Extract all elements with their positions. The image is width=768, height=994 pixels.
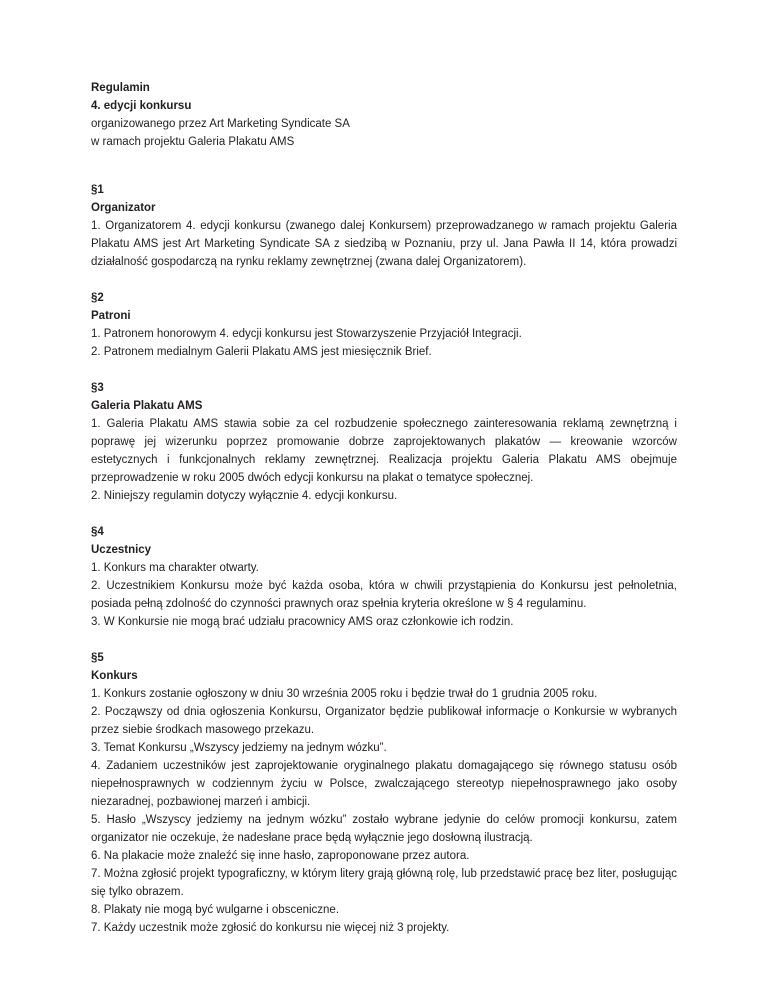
section-paragraph: 1. Organizatorem 4. edycji konkursu (zwanego dalej Konkursem) przeprowadzanego w ramach projektu Galeria Plakatu AMS jest Art Marketing Syndicate SA z siedzibą w Poznaniu, przy ul. Jana Pawła II 14, która prowadzi działalność gospodarczą na rynku reklamy zewnętrznej (zwana dalej Organizatorem). [91,220,677,268]
document-title-edition: 4. edycji konkursu [91,100,192,112]
section-paragraph: 7. Każdy uczestnik może zgłosić do konkursu nie więcej niż 3 projekty. [91,922,450,934]
document-title: Regulamin [91,82,150,94]
section-paragraph: 6. Na plakacie może znaleźć się inne hasło, zaproponowane przez autora. [91,850,470,862]
document-header [91,79,677,151]
document-subtitle-project: w ramach projektu Galeria Plakatu AMS [91,136,295,148]
section-4-uczestnicy [91,523,677,631]
section-title: Patroni [91,310,131,322]
section-title: Uczestnicy [91,544,152,556]
section-number: §2 [91,292,104,304]
section-2-patroni [91,289,677,361]
section-paragraph: 2. Uczestnikiem Konkursu może być każda osoba, która w chwili przystąpienia do Konkursu jest pełnoletnia, posiada pełną zdolność do czynności prawnych oraz spełnia kryteria określone w § 4 regulaminu. [91,580,677,610]
section-paragraph: 1. Galeria Plakatu AMS stawia sobie za cel rozbudzenie społecznego zainteresowania reklamą zewnętrzną i poprawę jej wizerunku poprzez promowanie dobrze zaprojektowanych plakatów — kreowanie wzorców estetycznych i funkcjonalnych reklamy zewnętrznej. Realizacja projektu Galeria Plakatu AMS obejmuje przeprowadzenie w roku 2005 dwóch edycji konkursu na plakat o tematyce społecznej. [91,418,677,484]
document-subtitle-organizer: organizowanego przez Art Marketing Syndicate SA [91,118,350,130]
section-paragraph: 3. W Konkursie nie mogą brać udziału pracownicy AMS oraz członkowie ich rodzin. [91,616,514,628]
section-paragraph: 3. Temat Konkursu „Wszyscy jedziemy na jednym wózku”. [91,742,387,754]
section-paragraph: 2. Począwszy od dnia ogłoszenia Konkursu, Organizator będzie publikował informacje o Konkursie w wybranych przez siebie środkach masowego przekazu. [91,706,677,736]
section-title: Galeria Plakatu AMS [91,400,203,412]
section-5-konkurs [91,649,677,937]
section-1-organizator [91,181,677,271]
section-paragraph: 2. Patronem medialnym Galerii Plakatu AMS jest miesięcznik Brief. [91,346,432,358]
section-paragraph: 1. Patronem honorowym 4. edycji konkursu jest Stowarzyszenie Przyjaciół Integracji. [91,328,522,340]
section-title: Konkurs [91,670,138,682]
section-paragraph: 1. Konkurs zostanie ogłoszony w dniu 30 września 2005 roku i będzie trwał do 1 grudnia 2005 roku. [91,688,598,700]
section-paragraph: 2. Niniejszy regulamin dotyczy wyłącznie 4. edycji konkursu. [91,490,398,502]
section-paragraph: 4. Zadaniem uczestników jest zaprojektowanie oryginalnego plakatu domagającego się równego statusu osób niepełnosprawnych w codziennym życiu w Polsce, zwalczającego stereotyp niepełnosprawnego jako osoby niezaradnej, pozbawionej marzeń i ambicji. [91,760,677,808]
section-paragraph: 7. Można zgłosić projekt typograficzny, w którym litery grają główną rolę, lub przedstawić pracę bez liter, posługując się tylko obrazem. [91,868,677,898]
section-number: §1 [91,184,104,196]
section-paragraph: 5. Hasło „Wszyscy jedziemy na jednym wózku” zostało wybrane jedynie do celów promocji konkursu, zatem organizator nie oczekuje, że nadesłane prace będą wyłącznie jego dosłowną ilustracją. [91,814,677,844]
section-paragraph: 8. Plakaty nie mogą być wulgarne i obsceniczne. [91,904,340,916]
section-paragraph: 1. Konkurs ma charakter otwarty. [91,562,259,574]
section-number: §3 [91,382,104,394]
section-number: §4 [91,526,104,538]
section-title: Organizator [91,202,156,214]
section-3-galeria-plakatu [91,379,677,505]
section-number: §5 [91,652,104,664]
document-page [91,79,677,955]
